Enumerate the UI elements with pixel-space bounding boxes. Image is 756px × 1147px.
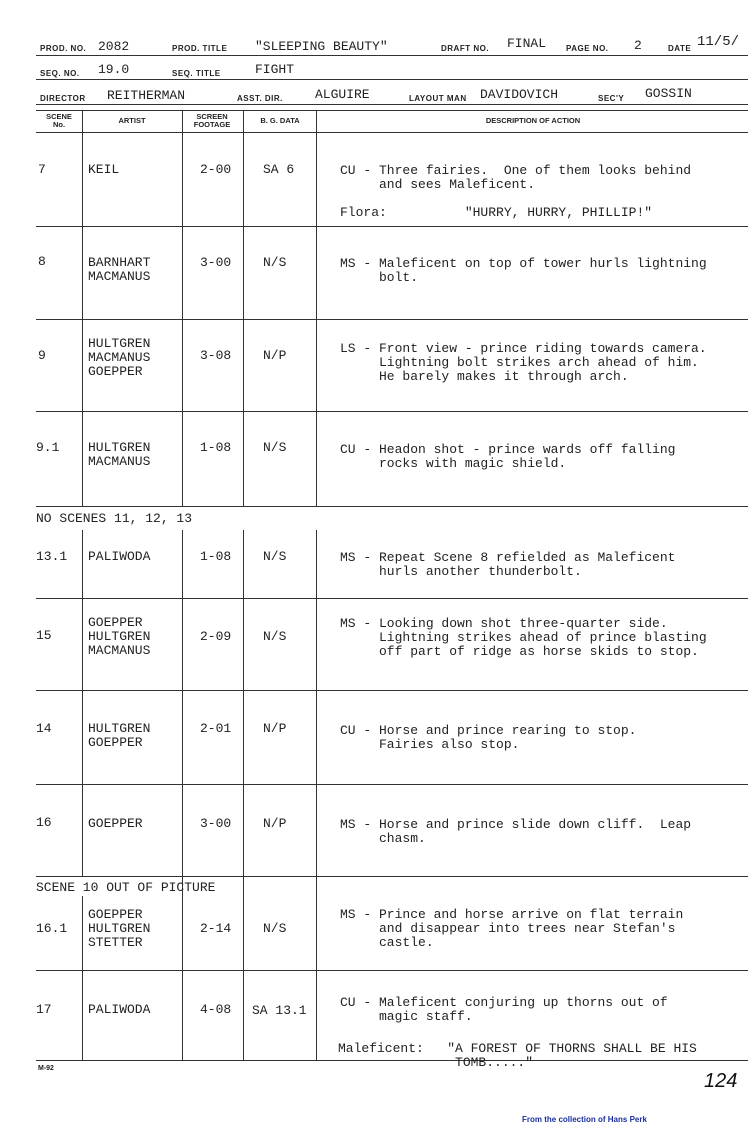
secy: GOSSIN [645,86,692,101]
description: CU - Headon shot - prince wards off falling rocks with magic shield. [340,442,676,471]
rule [36,876,748,877]
column-divider [316,530,317,1060]
seq-no-label: SEQ. NO. [40,69,80,78]
footage: 1-08 [200,549,232,564]
note-no-scenes: NO SCENES 11, 12, 13 [36,511,193,526]
description: CU - Maleficent conjuring up thorns out of magic staff. [340,995,668,1024]
seq-title-label: SEQ. TITLE [172,69,221,78]
bg-data: N/S [263,440,287,455]
column-divider [182,110,183,506]
rule [36,506,748,507]
footage: 2-14 [200,921,232,936]
column-divider [182,876,183,1060]
description: MS - Repeat Scene 8 refielded as Maleficent hurls another thunderbolt. [340,550,676,579]
artist: GOEPPER HULTGREN STETTER [88,907,151,950]
scene-number: 8 [38,254,46,269]
scene-number: 13.1 [36,549,68,564]
scene-number: 17 [36,1002,52,1017]
bg-data: N/S [263,549,287,564]
rule [36,598,748,599]
column-divider [243,530,244,1060]
col-scene-header: SCENE No. [46,112,72,129]
footage: 3-00 [200,255,232,270]
draft-no-label: DRAFT NO. [441,44,490,53]
bg-data: N/P [263,348,287,363]
page-stamp: 124 [704,1070,738,1092]
description: LS - Front view - prince riding towards camera. Lightning bolt strikes arch ahead of him. He barely makes it through arch. [340,341,707,384]
scene-number: 16 [36,815,52,830]
prod-no: 2082 [98,39,130,54]
bg-data: SA 13.1 [252,1003,307,1018]
rule [36,104,748,105]
artist: KEIL [88,162,120,177]
secy-label: SEC'Y [598,94,625,103]
dialogue: Flora: "HURRY, HURRY, PHILLIP!" [340,205,653,220]
artist: GOEPPER HULTGREN MACMANUS [88,615,151,658]
rule [36,411,748,412]
column-divider [243,110,244,506]
rule [36,110,748,111]
collection-credit: From the collection of Hans Perk [522,1115,647,1124]
column-divider [82,110,83,506]
bg-data: N/S [263,629,287,644]
artist: GOEPPER [88,816,143,831]
layout-man-label: LAYOUT MAN [409,94,467,103]
column-divider [82,530,83,876]
asst-dir-label: ASST. DIR. [237,94,283,103]
description: MS - Maleficent on top of tower hurls lightning bolt. [340,256,707,285]
rule [36,690,748,691]
bg-data: SA 6 [263,162,295,177]
seq-no: 19.0 [98,62,130,77]
footage: 2-09 [200,629,232,644]
description: MS - Horse and prince slide down cliff. Leap chasm. [340,817,692,846]
date: 11/5/ [697,34,740,50]
scene-number: 7 [38,162,46,177]
artist: BARNHART MACMANUS [88,255,151,284]
column-divider [182,530,183,876]
page-no-label: PAGE NO. [566,44,609,53]
form-number: M-92 [38,1065,54,1072]
prod-title-label: PROD. TITLE [172,44,228,53]
rule [36,79,748,80]
artist: PALIWODA [88,549,151,564]
date-label: DATE [668,44,692,53]
asst-dir: ALGUIRE [315,87,370,102]
rule [36,970,748,971]
dialogue: Maleficent: "A FOREST OF THORNS SHALL BE HIS TOMB....." [338,1041,697,1070]
description: MS - Looking down shot three-quarter side. Lightning strikes ahead of prince blasting off part of ridge as horse skids to stop. [340,616,707,659]
bg-data: N/S [263,255,287,270]
bg-data: N/S [263,921,287,936]
footage: 2-00 [200,162,232,177]
scene-number: 16.1 [36,921,68,936]
artist: HULTGREN GOEPPER [88,721,151,750]
rule [36,55,748,56]
note-scene-10: SCENE 10 OUT OF PICTURE [36,880,216,895]
footage: 2-01 [200,721,232,736]
director-label: DIRECTOR [40,94,86,103]
rule [36,784,748,785]
prod-title: "SLEEPING BEAUTY" [255,39,388,54]
scene-number: 14 [36,721,52,736]
column-divider [316,110,317,506]
page-no: 2 [634,38,642,53]
description: CU - Horse and prince rearing to stop. Fairies also stop. [340,723,637,752]
artist: PALIWODA [88,1002,151,1017]
footage: 1-08 [200,440,232,455]
layout-man: DAVIDOVICH [480,87,559,102]
col-bg-header: B. G. DATA [260,116,300,125]
description: CU - Three fairies. One of them looks behind and sees Maleficent. [340,163,692,192]
bg-data: N/P [263,816,287,831]
scene-number: 9 [38,348,46,363]
col-artist-header: ARTIST [118,116,146,125]
scene-number: 9.1 [36,440,60,455]
artist: HULTGREN MACMANUS GOEPPER [88,336,151,379]
director: REITHERMAN [107,88,186,103]
col-footage-header: SCREEN FOOTAGE [193,112,231,129]
footage: 3-08 [200,348,232,363]
rule [36,319,748,320]
artist: HULTGREN MACMANUS [88,440,151,469]
rule [36,132,748,133]
footage: 3-00 [200,816,232,831]
bg-data: N/P [263,721,287,736]
rule [36,226,748,227]
prod-no-label: PROD. NO. [40,44,87,53]
col-desc-header: DESCRIPTION OF ACTION [485,116,581,125]
footage: 4-08 [200,1002,232,1017]
column-divider [82,896,83,1060]
description: MS - Prince and horse arrive on flat terrain and disappear into trees near Stefan's castle. [340,907,684,950]
seq-title: FIGHT [255,62,295,77]
draft-no: FINAL [507,36,547,51]
scene-number: 15 [36,628,52,643]
